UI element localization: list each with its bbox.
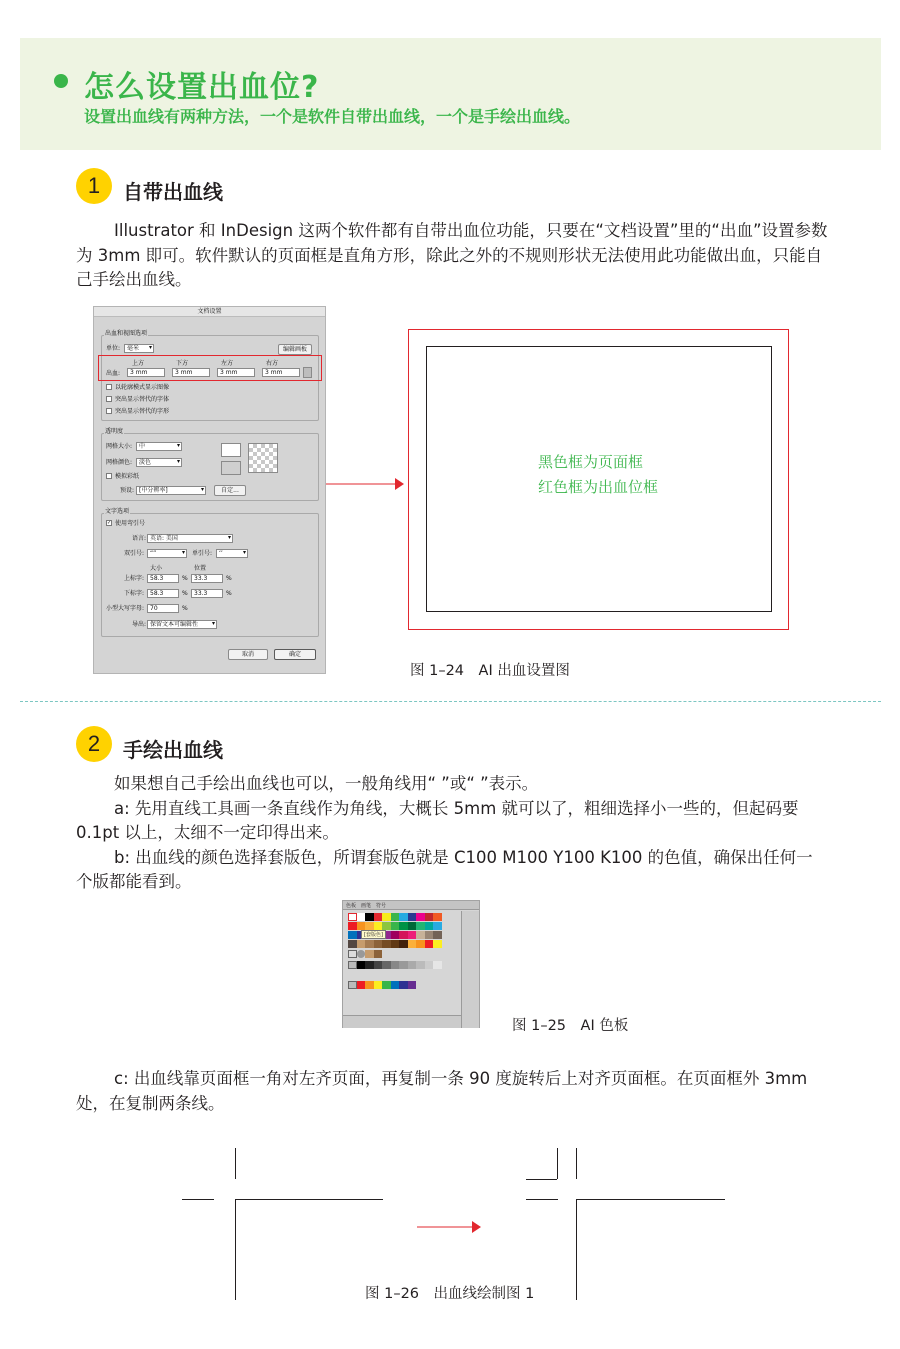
double-quote-value: “” <box>150 550 157 557</box>
ok-button[interactable]: 确定 <box>274 649 316 660</box>
single-quote-select[interactable] <box>216 549 248 558</box>
bleed-group-label: 出血和视图选项 <box>105 330 148 337</box>
bleed-highlight-box <box>98 355 322 381</box>
text-options-label: 文字选项 <box>105 508 130 515</box>
cancel-button[interactable]: 取消 <box>228 649 268 660</box>
swatches-tab[interactable]: 色板 <box>346 903 357 909</box>
export-label: 导出: <box>132 621 147 628</box>
arrow-right-icon <box>326 476 406 492</box>
percent-label: % <box>182 590 188 597</box>
page-subtitle: 设置出血线有两种方法，一个是软件自带出血线，一个是手绘出血线。 <box>84 107 581 126</box>
section-divider <box>20 701 881 702</box>
page-frame-edge <box>576 1199 577 1300</box>
unit-select[interactable] <box>124 344 154 353</box>
simulate-paper-checkbox[interactable] <box>106 473 112 479</box>
language-value: 英语: 美国 <box>150 535 178 542</box>
highlight-glyphs-label: 突出显示替代的字形 <box>115 408 170 415</box>
header-banner <box>20 38 881 150</box>
preset-label: 预设: <box>120 487 135 494</box>
brushes-tab[interactable]: 画笔 <box>361 903 372 909</box>
bleed-label: 出血: <box>106 370 121 377</box>
small-caps-field[interactable]: 70 <box>147 604 179 613</box>
subscript-position-field[interactable]: 33.3 <box>191 589 223 598</box>
outline-mode-label: 以轮廓模式显示图像 <box>115 384 170 391</box>
grid-color-swatch-dark[interactable] <box>221 461 241 475</box>
bleed-top-field[interactable]: 3 mm <box>127 368 165 377</box>
superscript-position-field[interactable]: 33.3 <box>191 574 223 583</box>
bleed-right-header: 右方 <box>266 360 279 367</box>
crop-mark-line <box>526 1179 557 1180</box>
crop-mark-line <box>235 1148 236 1179</box>
highlight-glyphs-checkbox[interactable] <box>106 408 112 414</box>
percent-label: % <box>226 575 232 582</box>
bleed-bottom-field[interactable]: 3 mm <box>172 368 210 377</box>
export-select[interactable] <box>147 620 217 629</box>
double-quote-select[interactable] <box>147 549 187 558</box>
paragraph-text: Illustrator 和 InDesign 这两个软件都有自带出血位功能，只要在“文档设置”里的“出血”设置参数为 3mm 即可。软件默认的页面框是直角方形，除此之外的不规则形状无法使用此功能做出血，只能自己手绘出血线。 <box>76 221 828 289</box>
percent-label: % <box>226 590 232 597</box>
bleed-frame-note: 红色框为出血位框 <box>538 478 659 496</box>
highlight-fonts-checkbox[interactable] <box>106 396 112 402</box>
paragraph-text: b: 出血线的颜色选择套版色，所谓套版色就是 C100 M100 Y100 K100 的色值，确保出任何一个版都能看到。 <box>76 847 813 891</box>
arrow-right-icon <box>417 1219 483 1235</box>
page-title: 怎么设置出血位? <box>84 70 320 105</box>
single-quote-value: ‘’ <box>219 550 223 557</box>
section2-paragraph-c <box>76 1067 828 1116</box>
tools-strip <box>461 911 479 1028</box>
use-quotes-label: 使用弯引号 <box>115 520 146 527</box>
registration-tooltip: [套版色] <box>361 930 386 939</box>
unit-label: 单位: <box>106 345 121 352</box>
bleed-bottom-header: 下方 <box>176 360 189 367</box>
symbols-tab[interactable]: 符号 <box>376 903 387 909</box>
bleed-top-header: 上方 <box>132 360 145 367</box>
checkerboard-preview-icon <box>248 443 278 473</box>
preset-select[interactable] <box>136 486 206 495</box>
subscript-size-field[interactable]: 58.3 <box>147 589 179 598</box>
swatch-row <box>348 940 442 948</box>
swatch-row <box>348 913 442 921</box>
swatch-row <box>348 961 442 969</box>
section-title: 手绘出血线 <box>123 738 223 762</box>
use-quotes-checkbox[interactable]: ✓ <box>107 520 112 526</box>
outline-mode-checkbox[interactable] <box>106 384 112 390</box>
transparency-group-label: 透明度 <box>105 428 124 435</box>
swatches-panel <box>342 900 480 1028</box>
grid-color-value: 淡色 <box>139 459 152 466</box>
bleed-left-header: 左方 <box>221 360 234 367</box>
page-frame-edge <box>235 1199 236 1300</box>
bullet-dot-icon <box>54 74 68 88</box>
swatch-row <box>348 981 416 989</box>
paragraph-text: a: 先用直线工具画一条直线作为角线，大概长 5mm 就可以了，粗细选择小一些的，但起码要 0.1pt 以上，太细不一定印得出来。 <box>76 798 799 842</box>
position-column-header: 位置 <box>194 565 207 572</box>
page-frame-edge <box>576 1199 725 1200</box>
swatch-row <box>348 922 442 930</box>
document-setup-dialog <box>93 306 326 674</box>
bleed-right-field[interactable]: 3 mm <box>262 368 300 377</box>
small-caps-label: 小型大写字母: <box>106 605 145 612</box>
paragraph-text: c: 出血线靠页面框一角对左齐页面，再复制一条 90 度旋转后上对齐页面框。在页面框外 3mm 处，在复制两条线。 <box>76 1069 808 1113</box>
double-quote-label: 双引号: <box>124 550 145 557</box>
preset-value: [中分辨率] <box>139 487 168 494</box>
grid-color-label: 网格颜色: <box>106 459 133 466</box>
section-number-badge: 2 <box>76 726 112 762</box>
percent-label: % <box>182 575 188 582</box>
crop-mark-line <box>576 1148 577 1179</box>
section-number-badge: 1 <box>76 168 112 204</box>
percent-label: % <box>182 605 188 612</box>
unit-select-value: 毫米 <box>127 345 140 352</box>
page-frame-edge <box>235 1199 383 1200</box>
figure-caption: 图 1–25 AI 色板 <box>512 1018 629 1034</box>
highlight-fonts-label: 突出显示替代的字体 <box>115 396 170 403</box>
crop-mark-line <box>526 1199 558 1200</box>
grid-color-swatch-light[interactable] <box>221 443 241 457</box>
swatch-row <box>348 950 382 958</box>
custom-button[interactable]: 自定... <box>214 485 246 496</box>
grid-size-label: 网格大小: <box>106 443 133 450</box>
dialog-titlebar <box>94 307 325 317</box>
subscript-label: 下标字: <box>124 590 145 597</box>
language-label: 语言: <box>132 535 147 542</box>
superscript-label: 上标字: <box>124 575 145 582</box>
dialog-title: 文档设置 <box>197 308 222 315</box>
superscript-size-field[interactable]: 58.3 <box>147 574 179 583</box>
section1-paragraph <box>76 219 828 293</box>
figure-caption: 图 1–24 AI 出血设置图 <box>410 663 570 679</box>
language-select[interactable] <box>147 534 233 543</box>
panel-footer <box>343 1015 461 1028</box>
grid-size-value: 中 <box>139 443 146 450</box>
export-value: 保留文本可编辑性 <box>150 621 199 628</box>
figure-caption: 图 1–26 出血线绘制图 1 <box>365 1286 535 1302</box>
bleed-left-field[interactable]: 3 mm <box>217 368 255 377</box>
crop-mark-line <box>182 1199 214 1200</box>
page-frame-note: 黑色框为页面框 <box>538 453 644 471</box>
section2-paragraphs <box>76 772 828 895</box>
single-quote-label: 单引号: <box>192 550 213 557</box>
simulate-paper-label: 模拟彩纸 <box>115 473 140 480</box>
paragraph-text: 如果想自己手绘出血线也可以，一般角线用“ ”或“ ”表示。 <box>114 774 539 793</box>
grid-size-select[interactable] <box>136 442 182 451</box>
size-column-header: 大小 <box>150 565 163 572</box>
crop-mark-line <box>557 1148 558 1179</box>
grid-color-select[interactable] <box>136 458 182 467</box>
panel-tabbar <box>343 901 479 910</box>
edit-artboards-button[interactable]: 编辑画板 <box>278 344 312 355</box>
section-title: 自带出血线 <box>123 180 223 204</box>
